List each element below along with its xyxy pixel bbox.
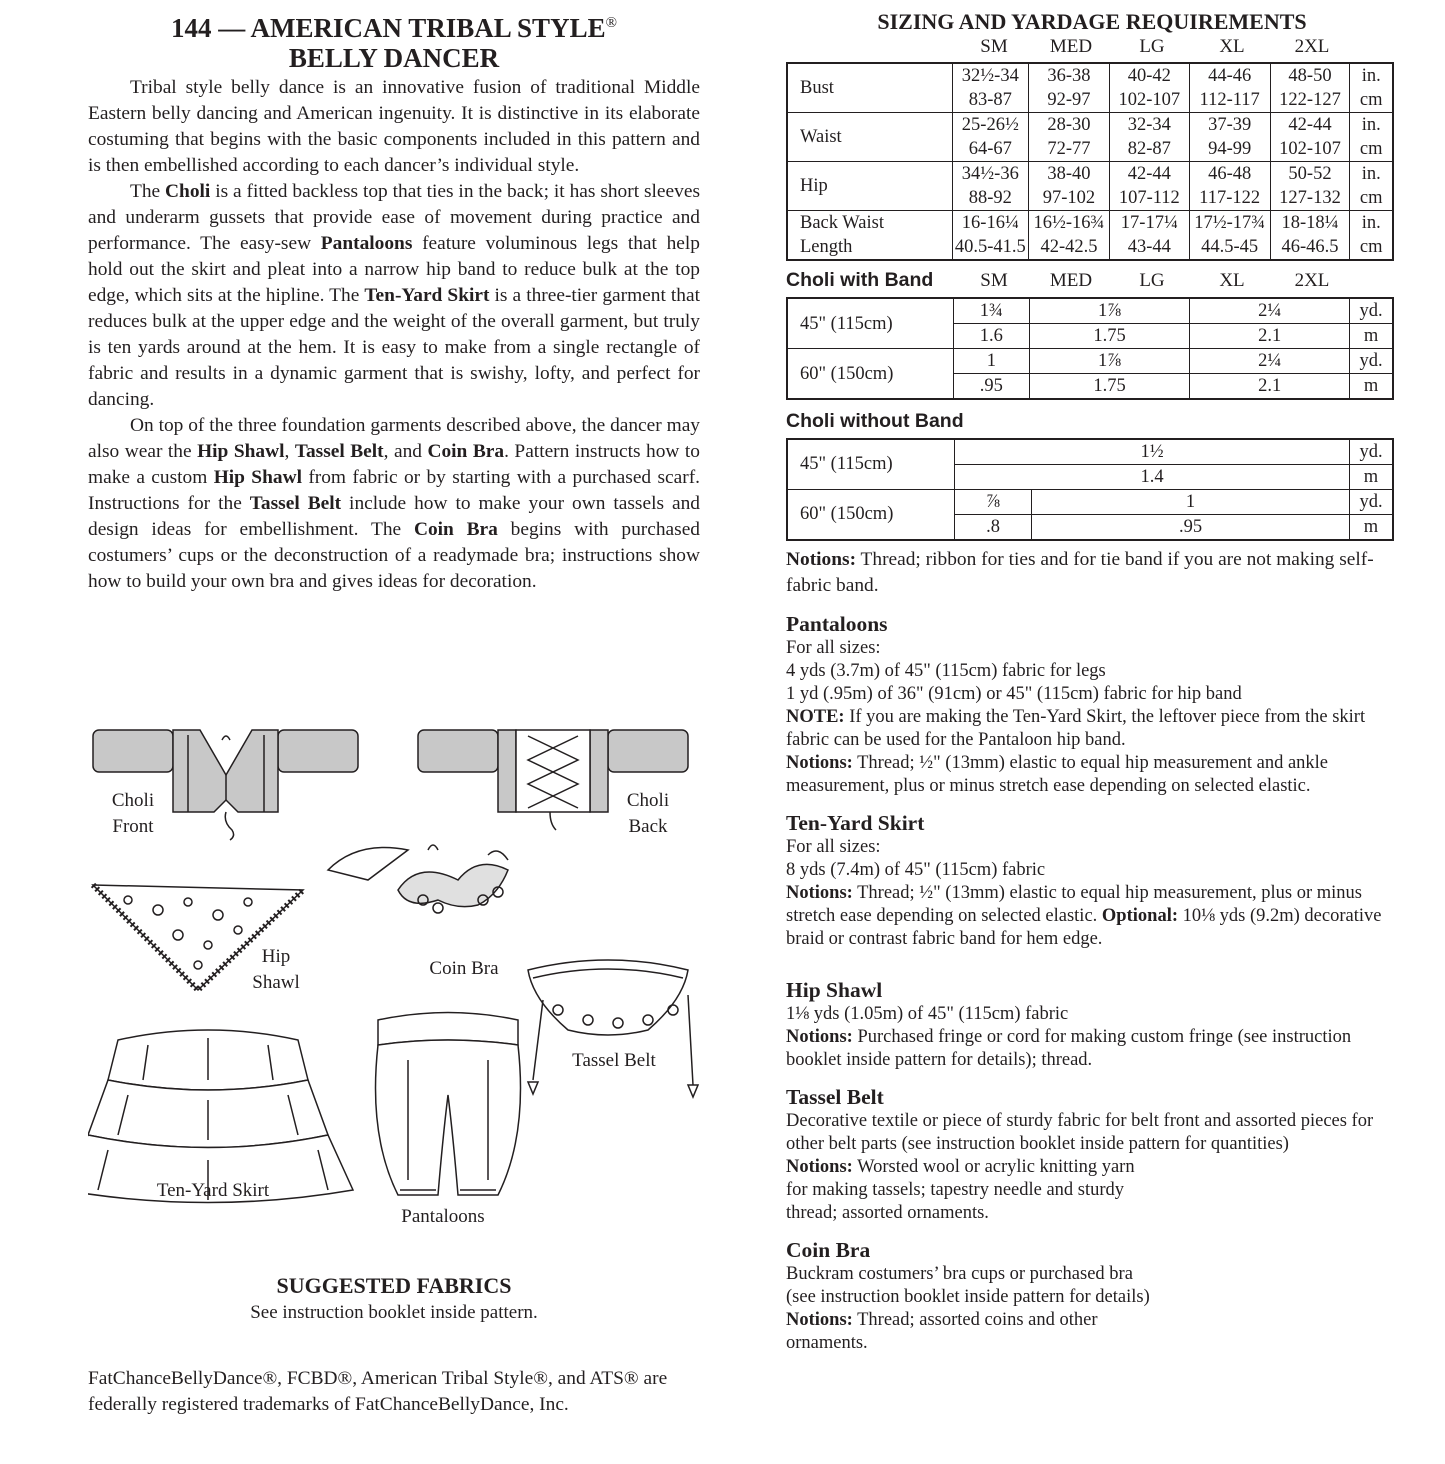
size-header-med: MED	[1049, 36, 1093, 57]
intro-text	[88, 75, 700, 595]
caption-tassel-belt: Tassel Belt	[572, 1050, 656, 1071]
size-header-row	[786, 36, 1398, 62]
pantaloons-drawing	[376, 1013, 521, 1196]
measurement-row: Bust 32½-34 36-38 40-42 44-46 48-50 in.	[787, 63, 1393, 88]
skirt-section: Ten-Yard Skirt For all sizes: 8 yds (7.4m) of 45" (115cm) fabric Notions: Thread; ½" (13mm) elastic to equal hip measurement, plus or minus stretch ease depending on selected elastic. Optional: 10⅛ yds (9.2m) decorative braid or contrast fabric band for hem edge.	[786, 810, 1382, 949]
hip-shawl-section: Hip Shawl 1⅛ yds (1.05m) of 45" (115cm) fabric Notions: Purchased fringe or cord for making custom fringe (see instruction booklet inside pattern for details); thread.	[786, 977, 1352, 1070]
sizing-title: SIZING AND YARDAGE REQUIREMENTS	[877, 9, 1307, 34]
choli-band-row-60: 60" (150cm) 1 1⅞ 2¼ yd.	[787, 349, 1393, 374]
size-header-2xl: 2XL	[1294, 36, 1330, 57]
suggested-fabrics	[88, 1272, 700, 1326]
pantaloons-section: Pantaloons For all sizes: 4 yds (3.7m) of 45" (115cm) fabric for legs 1 yd (.95m) of 36" (91cm) or 45" (115cm) fabric for hip band NOTE: If you are making the Ten-Yard Skirt, the leftover piece from the skirt fabric can be used for the Pantaloon hip band. Notions: Thread; ½" (13mm) elastic to equal hip measurement and ankle measurement, plus or minus stretch ease depending on selected elastic.	[786, 611, 1366, 796]
suggested-fabrics-text: See instruction booklet inside pattern.	[250, 1302, 538, 1323]
caption-choli-back: Choli Back	[626, 790, 670, 837]
choli-band-header: Choli with Band SM MED LG XL 2XL	[786, 269, 1330, 291]
tassel-belt-drawing	[528, 960, 698, 1097]
choli-band-row-45: 45" (115cm) 1¾ 1⅞ 2¼ yd.	[787, 298, 1393, 324]
choli-notions: Notions: Thread; ribbon for ties and for tie band if you are not making self-fabric band.	[786, 548, 1374, 596]
ten-yard-skirt-drawing	[88, 1030, 353, 1203]
page-title	[88, 8, 700, 73]
measurement-row: Waist 25-26½ 28-30 32-34 37-39 42-44 in.	[787, 113, 1393, 138]
caption-choli-front: Choli Front	[111, 790, 155, 837]
title-line-1: 144 — AMERICAN TRIBAL STYLE	[170, 13, 606, 43]
left-column	[88, 8, 700, 595]
size-header-sm: SM	[980, 36, 1008, 57]
size-header-xl: XL	[1219, 36, 1245, 57]
size-header-lg: LG	[1139, 36, 1165, 57]
coin-bra-section: Coin Bra Buckram costumers’ bra cups or purchased bra (see instruction booklet inside pattern for details) Notions: Thread; assorted coins and other ornaments.	[786, 1237, 1150, 1353]
title-line-2: BELLY DANCER	[288, 43, 500, 73]
choli-band-heading: Choli with Band	[786, 269, 934, 291]
choli-band-table: 45" (115cm) 1¾ 1⅞ 2¼ yd. 1.6 1.75 2.1 m 60" (150cm) 1 1⅞ 2¼ yd. .95 1.75 2.1 m	[786, 297, 1394, 400]
intro-paragraph-1: Tribal style belly dance is an innovative fusion of traditional Middle Eastern belly dancing and American ingenuity. It is distinctive in its elaborate costuming that begins with the basic components included in this pattern and is then embellished according to each dancer’s individual style.	[88, 77, 700, 176]
intro-paragraph-2: The Choli is a fitted backless top that ties in the back; it has short sleeves and underarm gussets that provide ease of movement during practice and performance. The easy-sew Pantaloons feature voluminous legs that help hold out the skirt and pleat into a narrow hip band to reduce bulk at the top edge, which sits at the hipline. The Ten-Yard Skirt is a three-tier garment that reduces bulk at the upper edge and the weight of the overall garment, but truly is ten yards around at the hem. It is easy to make from a single rectangle of fabric and results in a dynamic garment that is swishy, lofty, and perfect for dancing.	[88, 181, 700, 410]
caption-ten-yard-skirt: Ten-Yard Skirt	[156, 1180, 270, 1201]
choli-noband-table: 45" (115cm) 1½ yd. 1.4 m 60" (150cm) ⅞ 1 yd. .8 .95 m	[786, 438, 1394, 541]
measurement-row: Back Waist Length 16-16¼ 16½-16¾ 17-17¼ 17½-17¾ 18-18¼ in.	[787, 211, 1393, 236]
caption-hip-shawl: Hip Shawl	[252, 946, 300, 993]
suggested-fabrics-title: SUGGESTED FABRICS	[276, 1273, 512, 1298]
right-column	[786, 8, 1398, 1355]
choli-noband-heading: Choli without Band	[786, 409, 964, 432]
registered-mark: ®	[605, 15, 617, 31]
caption-coin-bra: Coin Bra	[429, 958, 499, 979]
measurement-row: Hip 34½-36 38-40 42-44 46-48 50-52 in.	[787, 162, 1393, 187]
body-measurements-table: Bust 32½-34 36-38 40-42 44-46 48-50 in. 83-87 92-97 102-107 112-117 122-127 cm Waist 25-26½ 28-30 32-34 37-39 42-44 in. 64-67 72-77 82-87 94-99 102-107 cm Hip 34½-36 38-40 42-44 46-48 50-52 in. 88-92 97-102 107-112 117-122 127-132 cm Back Waist Length 16-16¼ 16½-16¾ 17-17¼ 17½-17¾ 18-18¼ in. 40.5-41.5 42-42.5 43-44 44.5-45 46-46.5 cm	[786, 62, 1394, 261]
caption-pantaloons: Pantaloons	[401, 1206, 485, 1227]
garment-illustrations	[88, 720, 708, 1240]
coin-bra-drawing	[328, 845, 508, 913]
trademark-notice: FatChanceBellyDance®, FCBD®, American Tribal Style®, and ATS® are federally registered trademarks of FatChanceBellyDance, Inc.	[88, 1368, 668, 1415]
tassel-belt-section: Tassel Belt Decorative textile or piece of sturdy fabric for belt front and assorted pieces for other belt parts (see instruction booklet inside pattern for quantities) Notions: Worsted wool or acrylic knitting yarn for making tassels; tapestry needle and sturdy thread; assorted ornaments.	[786, 1084, 1374, 1223]
intro-paragraph-3: On top of the three foundation garments described above, the dancer may also wear the Hip Shawl, Tassel Belt, and Coin Bra. Pattern instructs how to make a custom Hip Shawl from fabric or by starting with a purchased scarf. Instructions for the Tassel Belt include how to make your own tassels and design ideas for embellishment. The Coin Bra begins with purchased costumers’ cups or the deconstruction of a readymade bra; instructions show how to build your own bra and gives ideas for decoration.	[88, 415, 700, 592]
